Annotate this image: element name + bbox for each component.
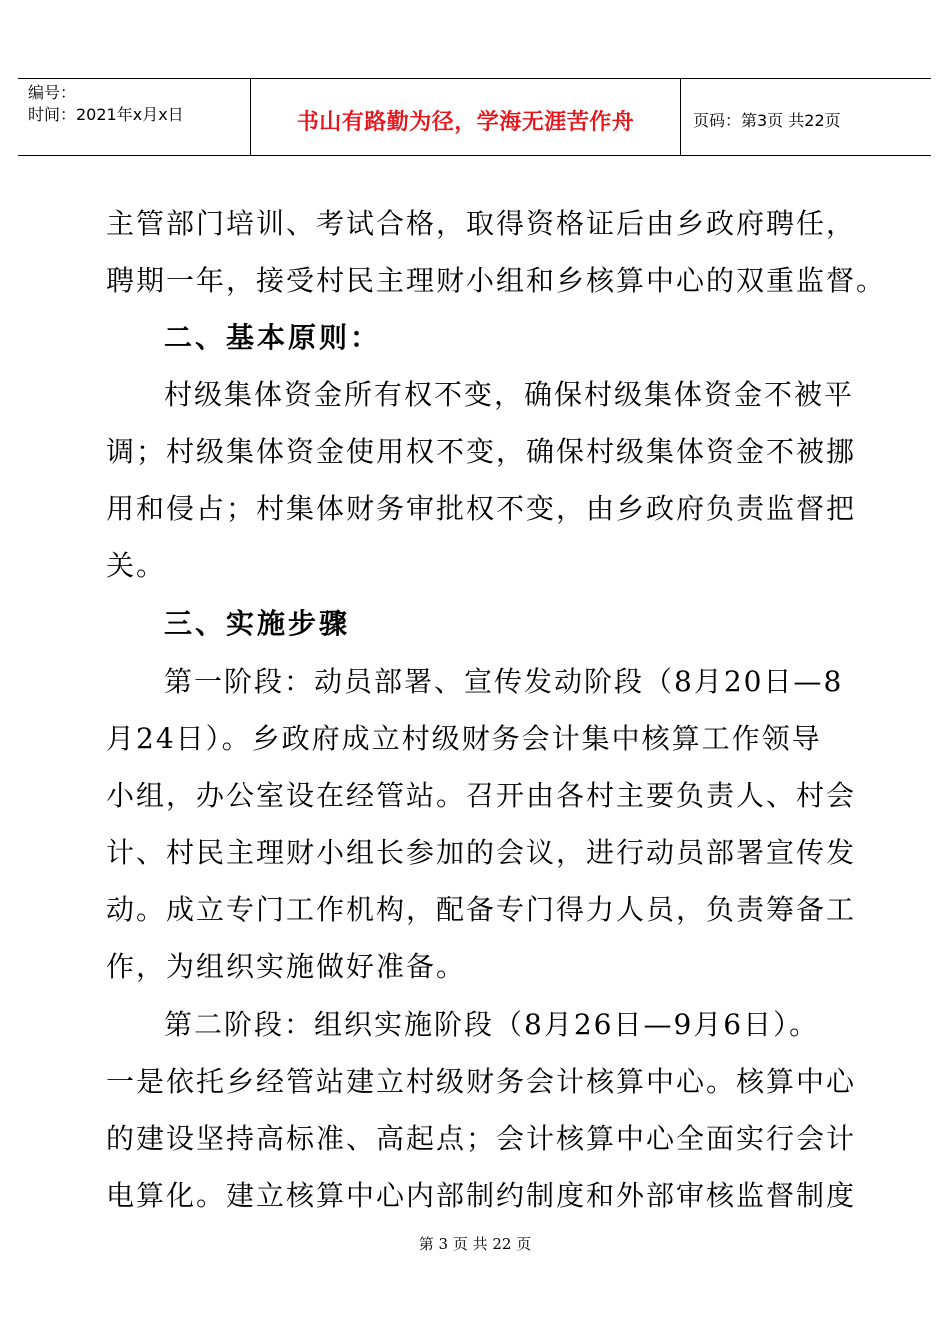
- header-meta-cell: [18, 79, 251, 155]
- body-line: 第二阶段：组织实施阶段（8月26日—9月6日）。: [164, 1008, 820, 1041]
- header-page-info: 页码：第3页 共22页: [693, 111, 841, 130]
- body-line: 第一阶段：动员部署、宣传发动阶段（8月20日—8: [164, 665, 844, 698]
- body-line: 主管部门培训、考试合格，取得资格证后由乡政府聘任，: [106, 207, 857, 240]
- body-line: 月24日）。乡政府成立村级财务会计集中核算工作领导: [106, 722, 822, 755]
- body-line: 村级集体资金所有权不变，确保村级集体资金不被平: [164, 378, 855, 411]
- header-motto: 书山有路勤为径，学海无涯苦作舟: [296, 110, 635, 135]
- section-heading: 二、基本原则：: [164, 321, 382, 354]
- body-line: 小组，办公室设在经管站。召开由各村主要负责人、村会: [106, 779, 857, 812]
- body-line: 一是依托乡经管站建立村级财务会计核算中心。核算中心: [106, 1065, 857, 1098]
- body-line: 的建设坚持高标准、高起点；会计核算中心全面实行会计: [106, 1122, 857, 1155]
- section-heading: 三、实施步骤: [164, 607, 351, 640]
- page-footer: 第 3 页 共 22 页: [418, 1235, 532, 1253]
- body-line: 动。成立专门工作机构，配备专门得力人员，负责筹备工: [106, 893, 857, 926]
- body-line: 计、村民主理财小组长参加的会议，进行动员部署宣传发: [106, 836, 857, 869]
- document-time-label: 时间：2021年x月x日: [28, 105, 184, 124]
- header-motto-cell: [251, 79, 681, 155]
- body-line: 作，为组织实施做好准备。: [106, 950, 467, 983]
- header-page-cell: [681, 79, 931, 155]
- document-number-label: 编号：: [28, 83, 77, 102]
- body-line: 电算化。建立核算中心内部制约制度和外部审核监督制度: [106, 1179, 857, 1212]
- body-line: 聘期一年，接受村民主理财小组和乡核算中心的双重监督。: [106, 264, 887, 297]
- body-line: 关。: [106, 549, 167, 582]
- body-line: 调；村级集体资金使用权不变，确保村级集体资金不被挪: [106, 435, 857, 468]
- document-header: [18, 78, 931, 156]
- body-line: 用和侵占；村集体财务审批权不变，由乡政府负责监督把: [106, 492, 857, 525]
